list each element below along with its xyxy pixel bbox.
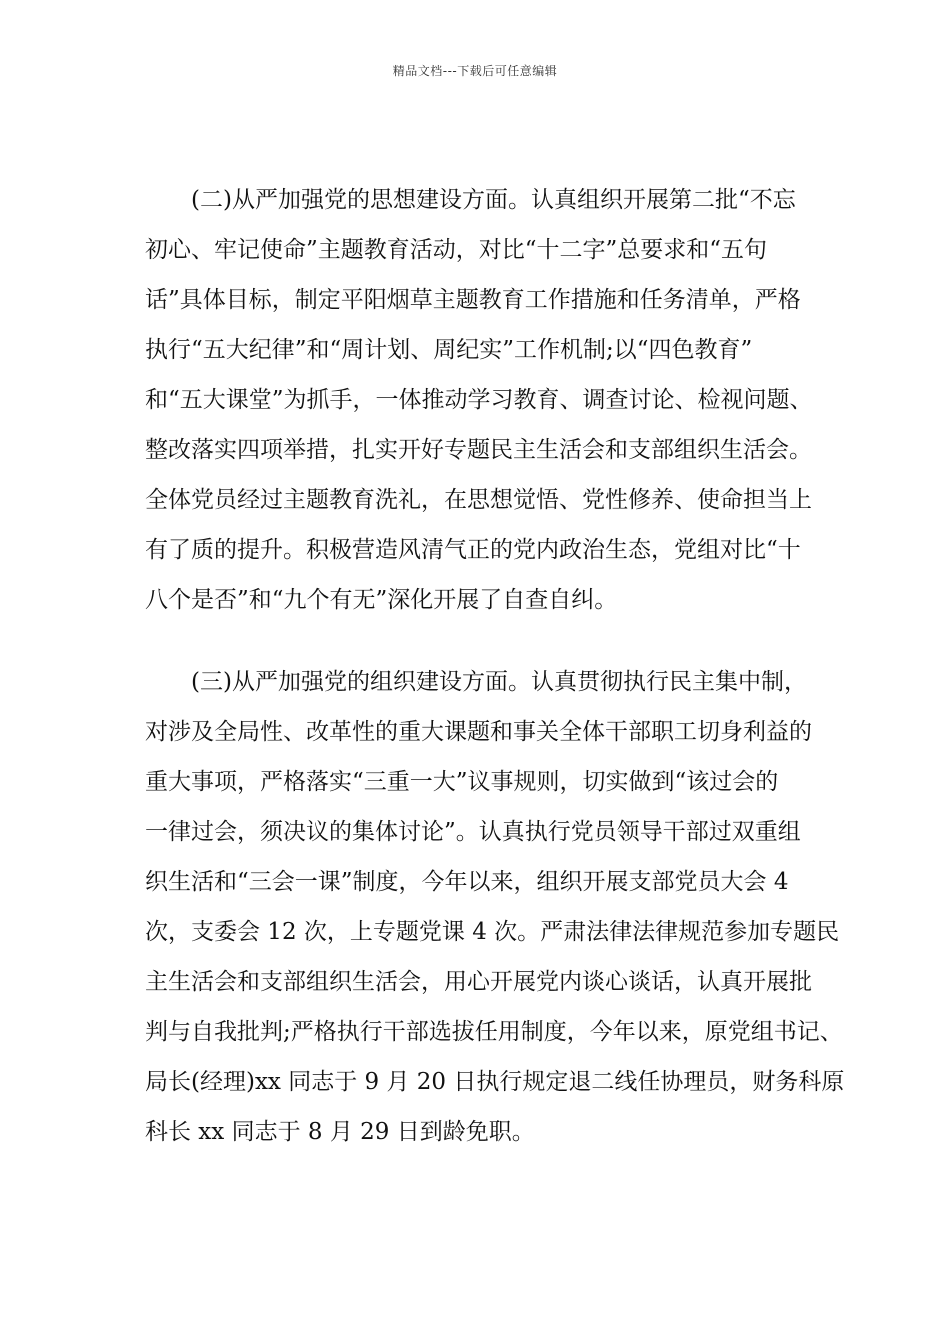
paragraph-organizational-building [145, 657, 845, 1157]
text-line: 主生活会和支部组织生活会，用心开展党内谈心谈话，认真开展批 [145, 969, 812, 995]
text-line: 重大事项，严格落实“三重一大”议事规则，切实做到“该过会的 [145, 769, 779, 795]
text-line: 初心、牢记使命”主题教育活动，对比“十二字”总要求和“五句 [145, 237, 768, 263]
text-line: 局长(经理)xx 同志于 9 月 20 日执行规定退二线任协理员，财务科原 [145, 1069, 845, 1095]
text-line: 有了质的提升。积极营造风清气正的党内政治生态，党组对比“十 [145, 537, 801, 563]
text-line: 和“五大课堂”为抓手，一体推动学习教育、调查讨论、检视问题、 [145, 387, 813, 413]
paragraph-ideological-building [145, 175, 825, 625]
text-line: 科长 xx 同志于 8 月 29 日到龄免职。 [145, 1119, 535, 1145]
text-line: 对涉及全局性、改革性的重大课题和事关全体干部职工切身利益的 [145, 719, 812, 745]
text-line: 次，支委会 12 次，上专题党课 4 次。严肃法律法律规范参加专题民 [145, 919, 840, 945]
text-line: 执行“五大纪律”和“周计划、周纪实”工作机制;以“四色教育” [145, 337, 753, 363]
text-line: 判与自我批判;严格执行干部选拔任用制度，今年以来，原党组书记、 [145, 1019, 843, 1045]
text-line: 一律过会，须决议的集体讨论”。认真执行党员领导干部过双重组 [145, 819, 801, 845]
text-line: (三)从严加强党的组织建设方面。认真贯彻执行民主集中制， [191, 669, 807, 695]
page-header: 精品文档---下载后可任意编辑 [392, 64, 558, 78]
text-line: 话”具体目标，制定平阳烟草主题教育工作措施和任务清单，严格 [145, 287, 801, 313]
text-line: 整改落实四项举措，扎实开好专题民主生活会和支部组织生活会。 [145, 437, 812, 463]
text-line: (二)从严加强党的思想建设方面。认真组织开展第二批“不忘 [191, 187, 796, 213]
text-line: 织生活和“三会一课”制度，今年以来，组织开展支部党员大会 4 [145, 869, 789, 895]
text-line: 八个是否”和“九个有无”深化开展了自查自纠。 [145, 587, 618, 613]
text-line: 全体党员经过主题教育洗礼，在思想觉悟、党性修养、使命担当上 [145, 487, 812, 513]
